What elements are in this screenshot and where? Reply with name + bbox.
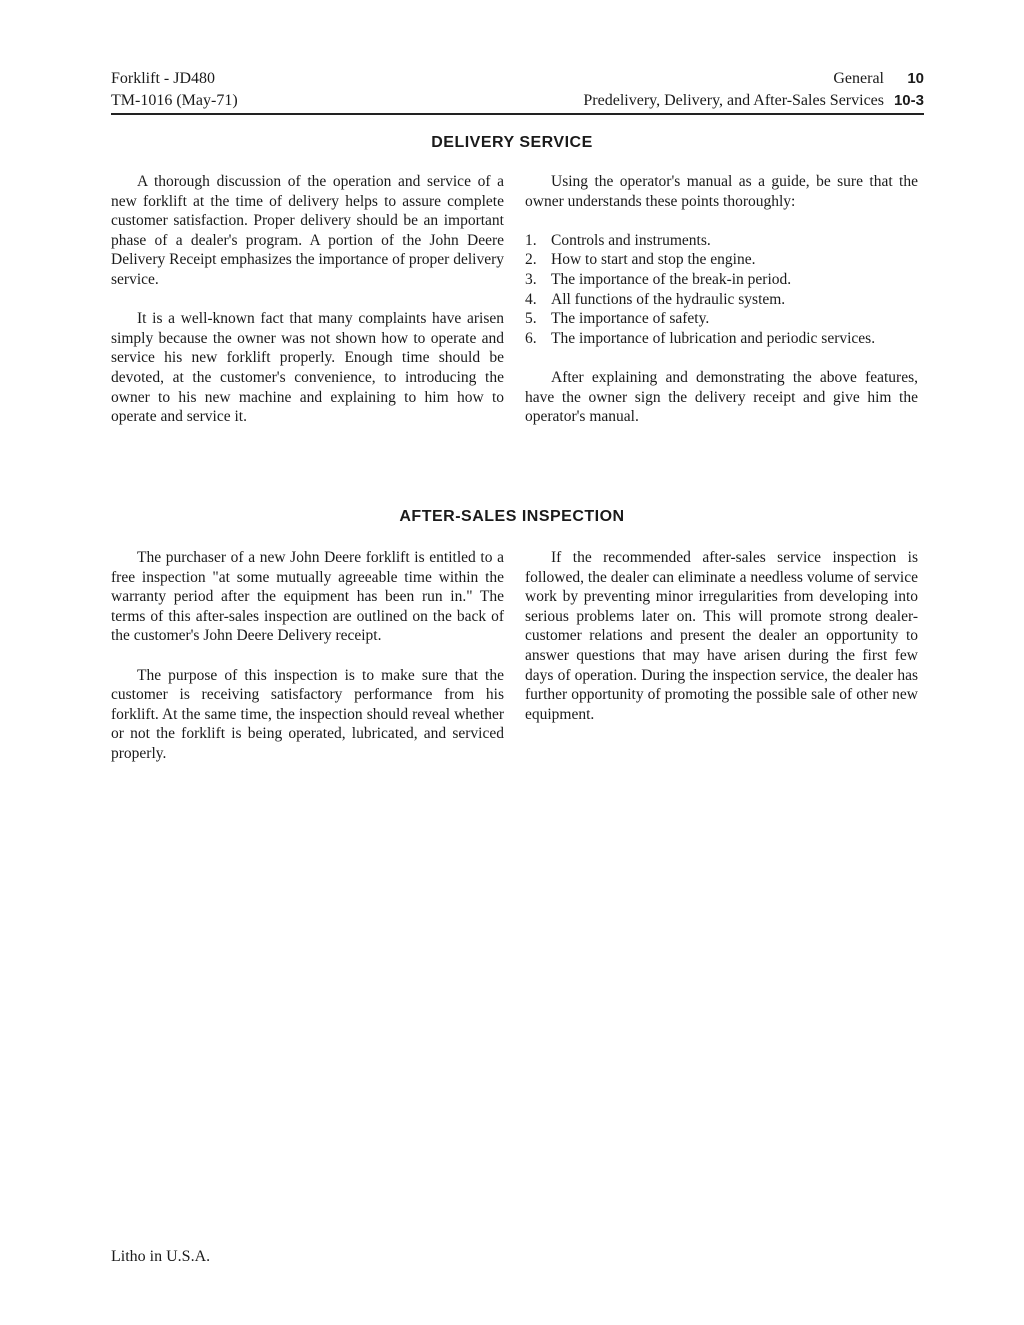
- list-item: 6. The importance of lubrication and periodic services.: [525, 329, 876, 347]
- delivery-right-column: [525, 172, 918, 446]
- header-rule: [111, 113, 924, 115]
- header-row-1: [111, 68, 924, 90]
- page-header: [111, 68, 924, 112]
- list-item: 2. How to start and stop the engine.: [525, 251, 756, 269]
- after-sales-left-column: [111, 548, 504, 783]
- group-title: Predelivery, Delivery, and After-Sales Services: [583, 92, 884, 109]
- delivery-checklist-intro: Using the operator's manual as a guide, be sure that the owner understands these points thoroughly:: [525, 173, 918, 210]
- section-name: General: [833, 70, 884, 87]
- footer-litho: Litho in U.S.A.: [111, 1248, 211, 1265]
- manual-title: Forklift - JD480: [111, 70, 215, 87]
- section-number: 10: [907, 70, 924, 87]
- list-item: 1. Controls and instruments.: [525, 231, 711, 249]
- after-sales-right-column: [525, 548, 918, 744]
- delivery-service-heading: DELIVERY SERVICE: [431, 134, 593, 151]
- page-number: 10-3: [893, 92, 924, 109]
- list-item: 5. The importance of safety.: [525, 310, 710, 328]
- delivery-closing-paragraph: After explaining and demonstrating the above features, have the owner sign the delivery receipt and give him the operator's manual.: [525, 368, 918, 426]
- header-row-2: [111, 90, 924, 112]
- delivery-checklist: [525, 231, 918, 349]
- list-item: 3. The importance of the break-in period.: [525, 270, 792, 288]
- list-item: 4. All functions of the hydraulic system.: [525, 290, 786, 308]
- delivery-left-column: [111, 172, 504, 446]
- delivery-paragraph-1: A thorough discussion of the operation and service of a new forklift at the time of delivery helps to assure complete customer satisfaction. Proper delivery should be an important phase of a dealer's program. A portion of the John Deere Delivery Receipt emphasizes the importance of proper delivery service.: [111, 173, 504, 288]
- manual-code-date: TM-1016 (May-71): [111, 92, 238, 109]
- after-sales-paragraph-1: The purchaser of a new John Deere forklift is entitled to a free inspection "at some mutually agreeable time within the warranty period after the equipment has been run in." The terms of this after-sales inspection are outlined on the back of the customer's John Deere Delivery receipt.: [111, 549, 504, 645]
- delivery-paragraph-2: It is a well-known fact that many complaints have arisen simply because the owner was not shown how to operate and service his new forklift properly. Enough time should be devoted, at the customer's convenience, to introducing the owner to his new machine and explaining to him how to operate and service it.: [111, 310, 504, 426]
- after-sales-paragraph-2: The purpose of this inspection is to make sure that the customer is receiving satisfactory performance from his forklift. At the same time, the inspection should reveal whether or not the forklift is being operated, lubricated, and serviced properly.: [111, 666, 504, 762]
- after-sales-paragraph-3: If the recommended after-sales service inspection is followed, the dealer can eliminate a needless volume of service work by preventing minor irregularities from developing into serious problems later on. This will promote strong dealer-customer relations and present the dealer an opportunity to answer questions that may have arisen during the first few days of operation. During the inspection service, the dealer has further opportunity of promoting the possible sale of other new equipment.: [525, 549, 918, 723]
- after-sales-inspection-heading: AFTER-SALES INSPECTION: [399, 508, 625, 525]
